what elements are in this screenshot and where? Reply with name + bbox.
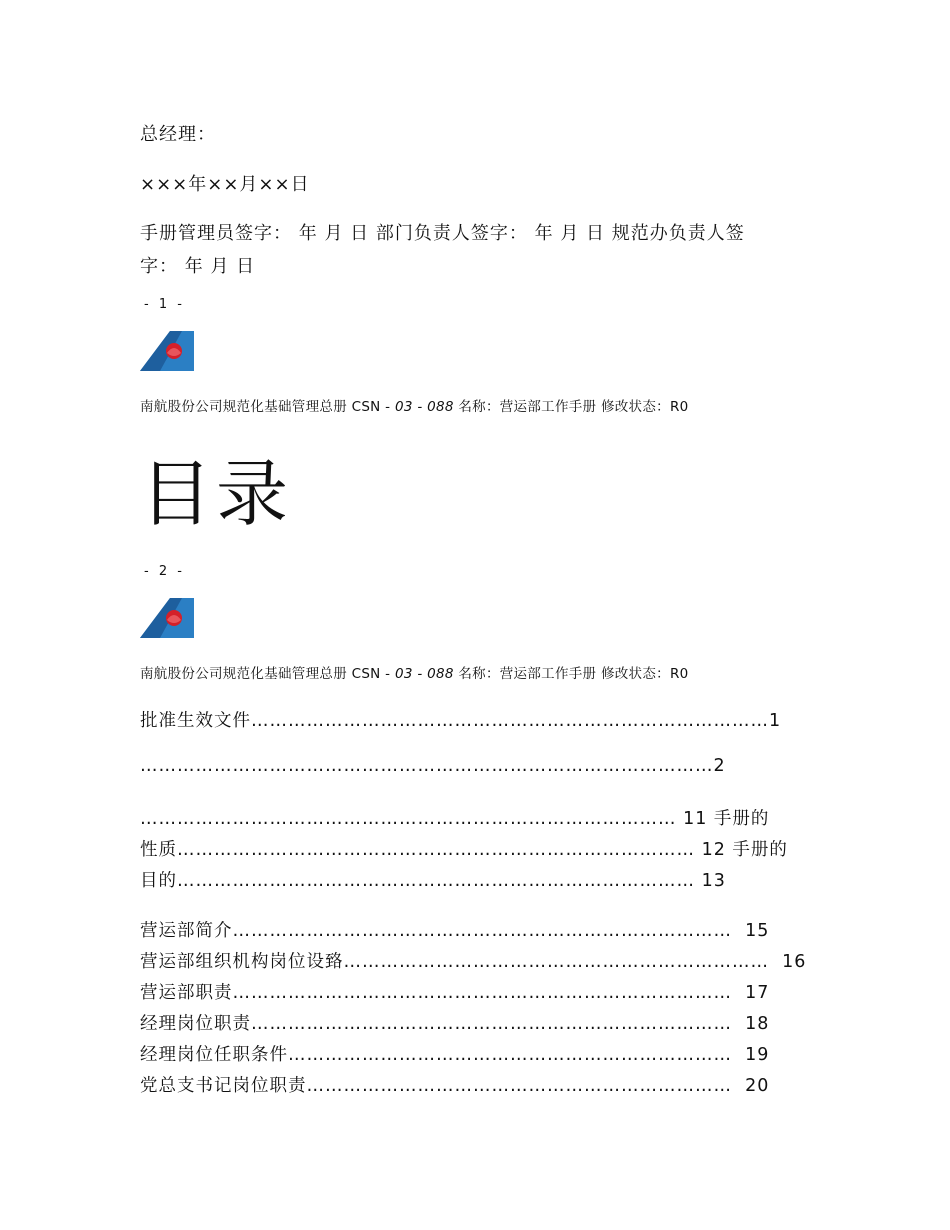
- airline-logo-icon: [140, 598, 194, 638]
- date-line: ×××年××月××日: [140, 174, 310, 195]
- toc-entry[interactable]: 目的………………………………………………………………………… 13: [140, 871, 726, 891]
- gm-signature: 总经理：: [140, 124, 216, 145]
- page-number: - 2 -: [144, 564, 185, 579]
- toc-entry[interactable]: 党总支书记岗位职责…………………………………………………………… 20: [140, 1076, 770, 1096]
- document-header: [140, 395, 689, 415]
- toc-entry[interactable]: 营运部简介……………………………………………………………………… 15: [140, 921, 770, 941]
- toc-entry[interactable]: …………………………………………………………………………………2: [140, 756, 726, 776]
- header-text: 南航股份公司规范化基础管理总册 CSN -: [140, 666, 395, 682]
- toc-entry[interactable]: 营运部职责……………………………………………………………………… 17: [140, 983, 770, 1003]
- document-code: 03 - 088: [394, 666, 454, 682]
- document-code: 03 - 088: [394, 399, 454, 415]
- header-text: 南航股份公司规范化基础管理总册 CSN -: [140, 399, 395, 415]
- toc-entry[interactable]: 性质………………………………………………………………………… 12 手册的: [140, 840, 788, 860]
- header-text: 名称：营运部工作手册 修改状态：R0: [453, 399, 689, 415]
- header-text: 名称：营运部工作手册 修改状态：R0: [453, 666, 689, 682]
- page-title: 目录: [140, 452, 293, 536]
- toc-entry[interactable]: 批准生效文件…………………………………………………………………………1: [140, 711, 782, 731]
- signature-line-1: 手册管理员签字： 年 月 日 部门负责人签字： 年 月 日 规范办负责人签: [140, 223, 745, 244]
- page-number: - 1 -: [144, 297, 185, 312]
- toc-entry[interactable]: …………………………………………………………………………… 11 手册的: [140, 809, 770, 829]
- toc-entry[interactable]: 营运部组织机构岗位设臵…………………………………………………………… 16: [140, 952, 807, 972]
- document-header: [140, 662, 689, 682]
- signature-line-2: 字： 年 月 日: [140, 256, 256, 277]
- airline-logo-icon: [140, 331, 194, 371]
- toc-entry[interactable]: 经理岗位任职条件……………………………………………………………… 19: [140, 1045, 770, 1065]
- toc-entry[interactable]: 经理岗位职责…………………………………………………………………… 18: [140, 1014, 770, 1034]
